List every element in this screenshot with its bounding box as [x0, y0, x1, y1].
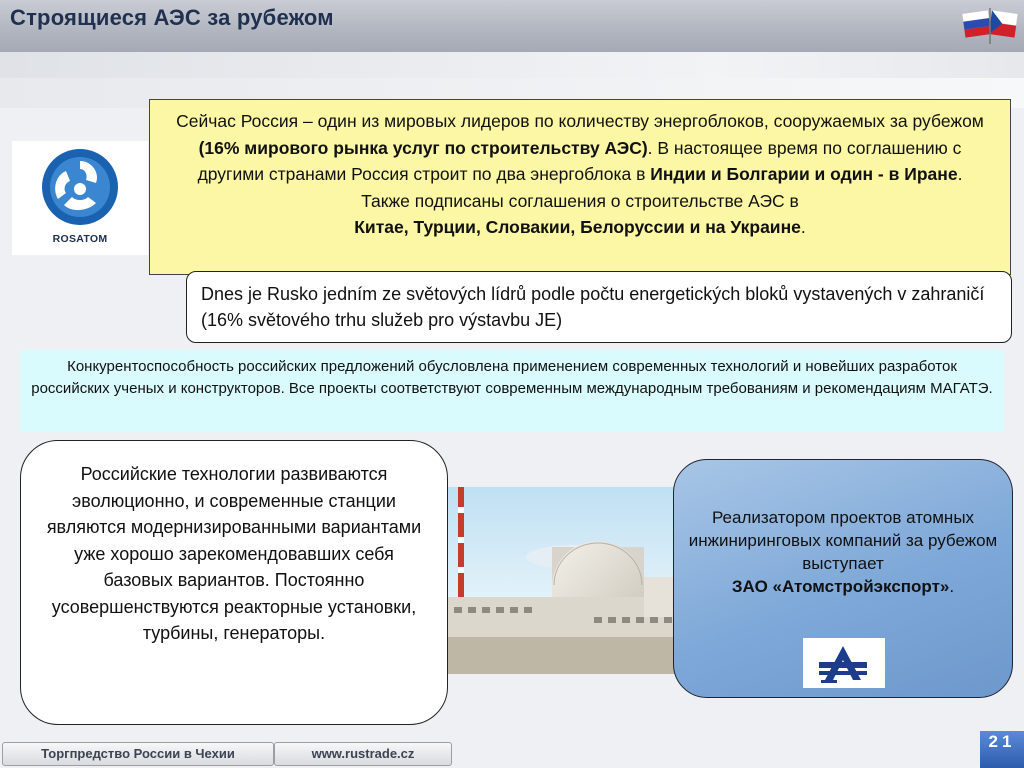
page-title: Строящиеся АЭС за рубежом	[10, 5, 334, 30]
page-number: 21	[980, 731, 1024, 768]
rosatom-logo-text: ROSATOM	[52, 233, 108, 245]
atomstroyexport-logo-icon	[803, 638, 885, 688]
power-plant-illustration	[444, 487, 689, 674]
competitiveness-box: Конкурентоспособность российских предложений обусловлена применением современных технологий и новейших разработок российских ученых и конструкторов. Все проекты соответствуют современным международным требованиям и рекомендациям МАГАТЭ.	[20, 350, 1004, 432]
footer-trade-office: Торгпредство России в Чехии	[2, 742, 274, 766]
flags-icon	[962, 6, 1018, 46]
power-plant-photo	[444, 487, 689, 674]
footer-website-link[interactable]: www.rustrade.cz	[274, 742, 452, 766]
czech-translation-box: Dnes je Rusko jedním ze světových lídrů podle počtu energetických bloků vystavených v zahraničí (16% světového trhu služeb pro výstavbu JE)	[186, 271, 1012, 343]
technologies-bubble: Российские технологии развиваются эволюционно, и современные станции являются модернизированными вариантами уже хорошо зарекомендовавших себя базовых вариантов. Постоянно усовершенствуются реакторные установки, турбины, генераторы.	[20, 440, 448, 725]
header-bar	[0, 0, 1024, 52]
russia-leadership-box: Сейчас Россия – один из мировых лидеров по количеству энергоблоков, сооружаемых за рубежом (16% мирового рынка услуг по строительству АЭС). В настоящее время по соглашению с другими странами Россия строит по два энергоблока в Индии и Болгарии и один - в Иране. Также подписаны соглашения о строительстве АЭС в Китае, Турции, Словакии, Белоруссии и на Украине.	[149, 99, 1011, 275]
rosatom-logo-icon	[40, 147, 120, 229]
atomstroyexport-bubble: Реализатором проектов атомных инжиниринговых компаний за рубежом выступает ЗАО «Атомстройэкспорт».	[673, 459, 1013, 698]
rosatom-logo	[12, 141, 148, 255]
atomstroyexport-logo	[803, 638, 885, 688]
